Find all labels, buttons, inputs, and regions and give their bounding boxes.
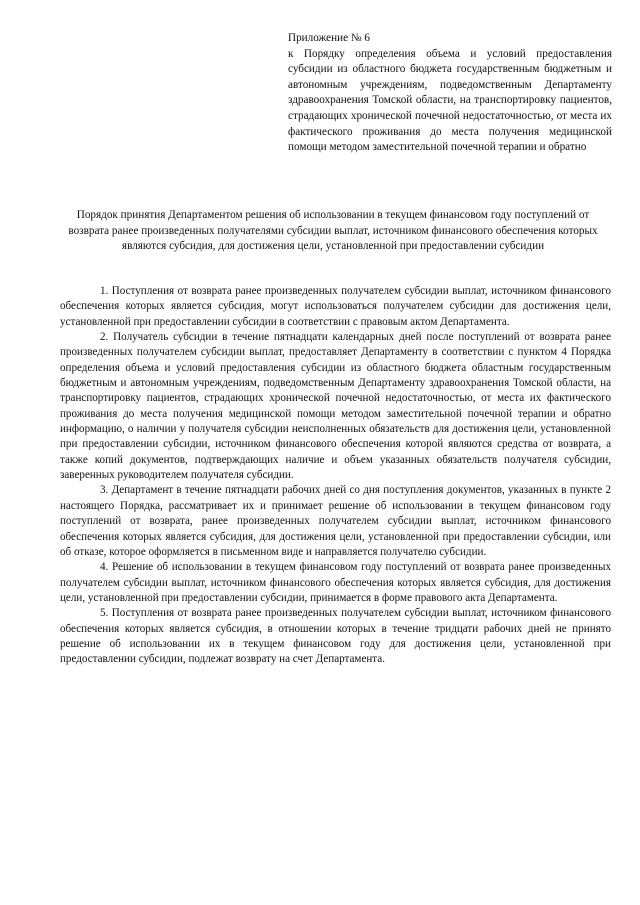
paragraph-5: 5. Поступления от возврата ранее произведенных получателем субсидии выплат, источником финансового обеспечения которых является субсидия, в отношении которых в течение тридцати рабочих дней не принято решение об использовании их в текущем финансовом году для достижения цели, установленной при предоставлении субсидии, подлежат возврату на счет Департамента. (60, 607, 611, 666)
document-title: Порядок принятия Департаментом решения об использовании в текущем финансовом году поступлений от возврата ранее произведенных получателями субсидии выплат, источником финансового обеспечения которых являются субсидия, для достижения цели, установленной при предоставлении субсидии (68, 209, 598, 253)
paragraph-4: 4. Решение об использовании в текущем финансовом году поступлений от возврата ранее произведенных получателем субсидии выплат, источником финансового обеспечения которых является субсидия, для достижения цели, установленной при предоставлении субсидии, принимается в форме правового акта Департамента. (60, 561, 611, 604)
paragraph-3: 3. Департамент в течение пятнадцати рабочих дней со дня поступления документов, указанных в пункте 2 настоящего Порядка, рассматривает их и принимает решение об использовании в текущем финансовом году поступлений от возврата, ранее произведенных получателем субсидии выплат, источником финансового обеспечения которых является субсидия, для достижения цели, установленной при предоставлении субсидии, или об отказе, которое оформляется в письменном виде и направляется получателю субсидии. (60, 484, 611, 558)
appendix-text: к Порядку определения объема и условий предоставления субсидии из областного бюджета государственным бюджетным и автономным учреждениям, подведомственным Департаменту здравоохранения Томской области, на транспортировку пациентов, страдающих хронической почечной недостаточностью, от места их фактического проживания до места получения медицинской помощи методом заместительной почечной терапии и обратно (288, 47, 612, 154)
appendix-title: Приложение № 6 (288, 32, 370, 44)
document-body (60, 284, 611, 668)
paragraph-2: 2. Получатель субсидии в течение пятнадцати календарных дней после поступлений от возврата ранее произведенных получателем субсидии выплат, предоставляет Департаменту в соответствии с пунктом 4 Порядка определения объема и условий предоставления субсидии из областного бюджета областным государственным бюджетным и автономным учреждениям, подведомственным Департаменту здравоохранения Томской области, на транспортировку пациентов, страдающих хронической почечной недостаточностью, от места их фактического проживания до места получения медицинской помощи методом заместительной почечной терапии и обратно информацию, о наличии у получателя субсидии неисполненных обязательств для достижения цели, установленной при предоставлении субсидии, источником финансового обеспечения которой являются средства от возврата, а также копий документов, подтверждающих наличие и объем указанных обязательств получателя субсидии, заверенных руководителем получателя субсидии. (60, 331, 611, 482)
appendix-header (288, 31, 612, 156)
paragraph-1: 1. Поступления от возврата ранее произведенных получателем субсидии выплат, источником финансового обеспечения которых является субсидия, могут использоваться получателем субсидии для достижения цели, установленной при предоставлении субсидии в соответствии с правовым актом Департамента. (60, 285, 611, 328)
